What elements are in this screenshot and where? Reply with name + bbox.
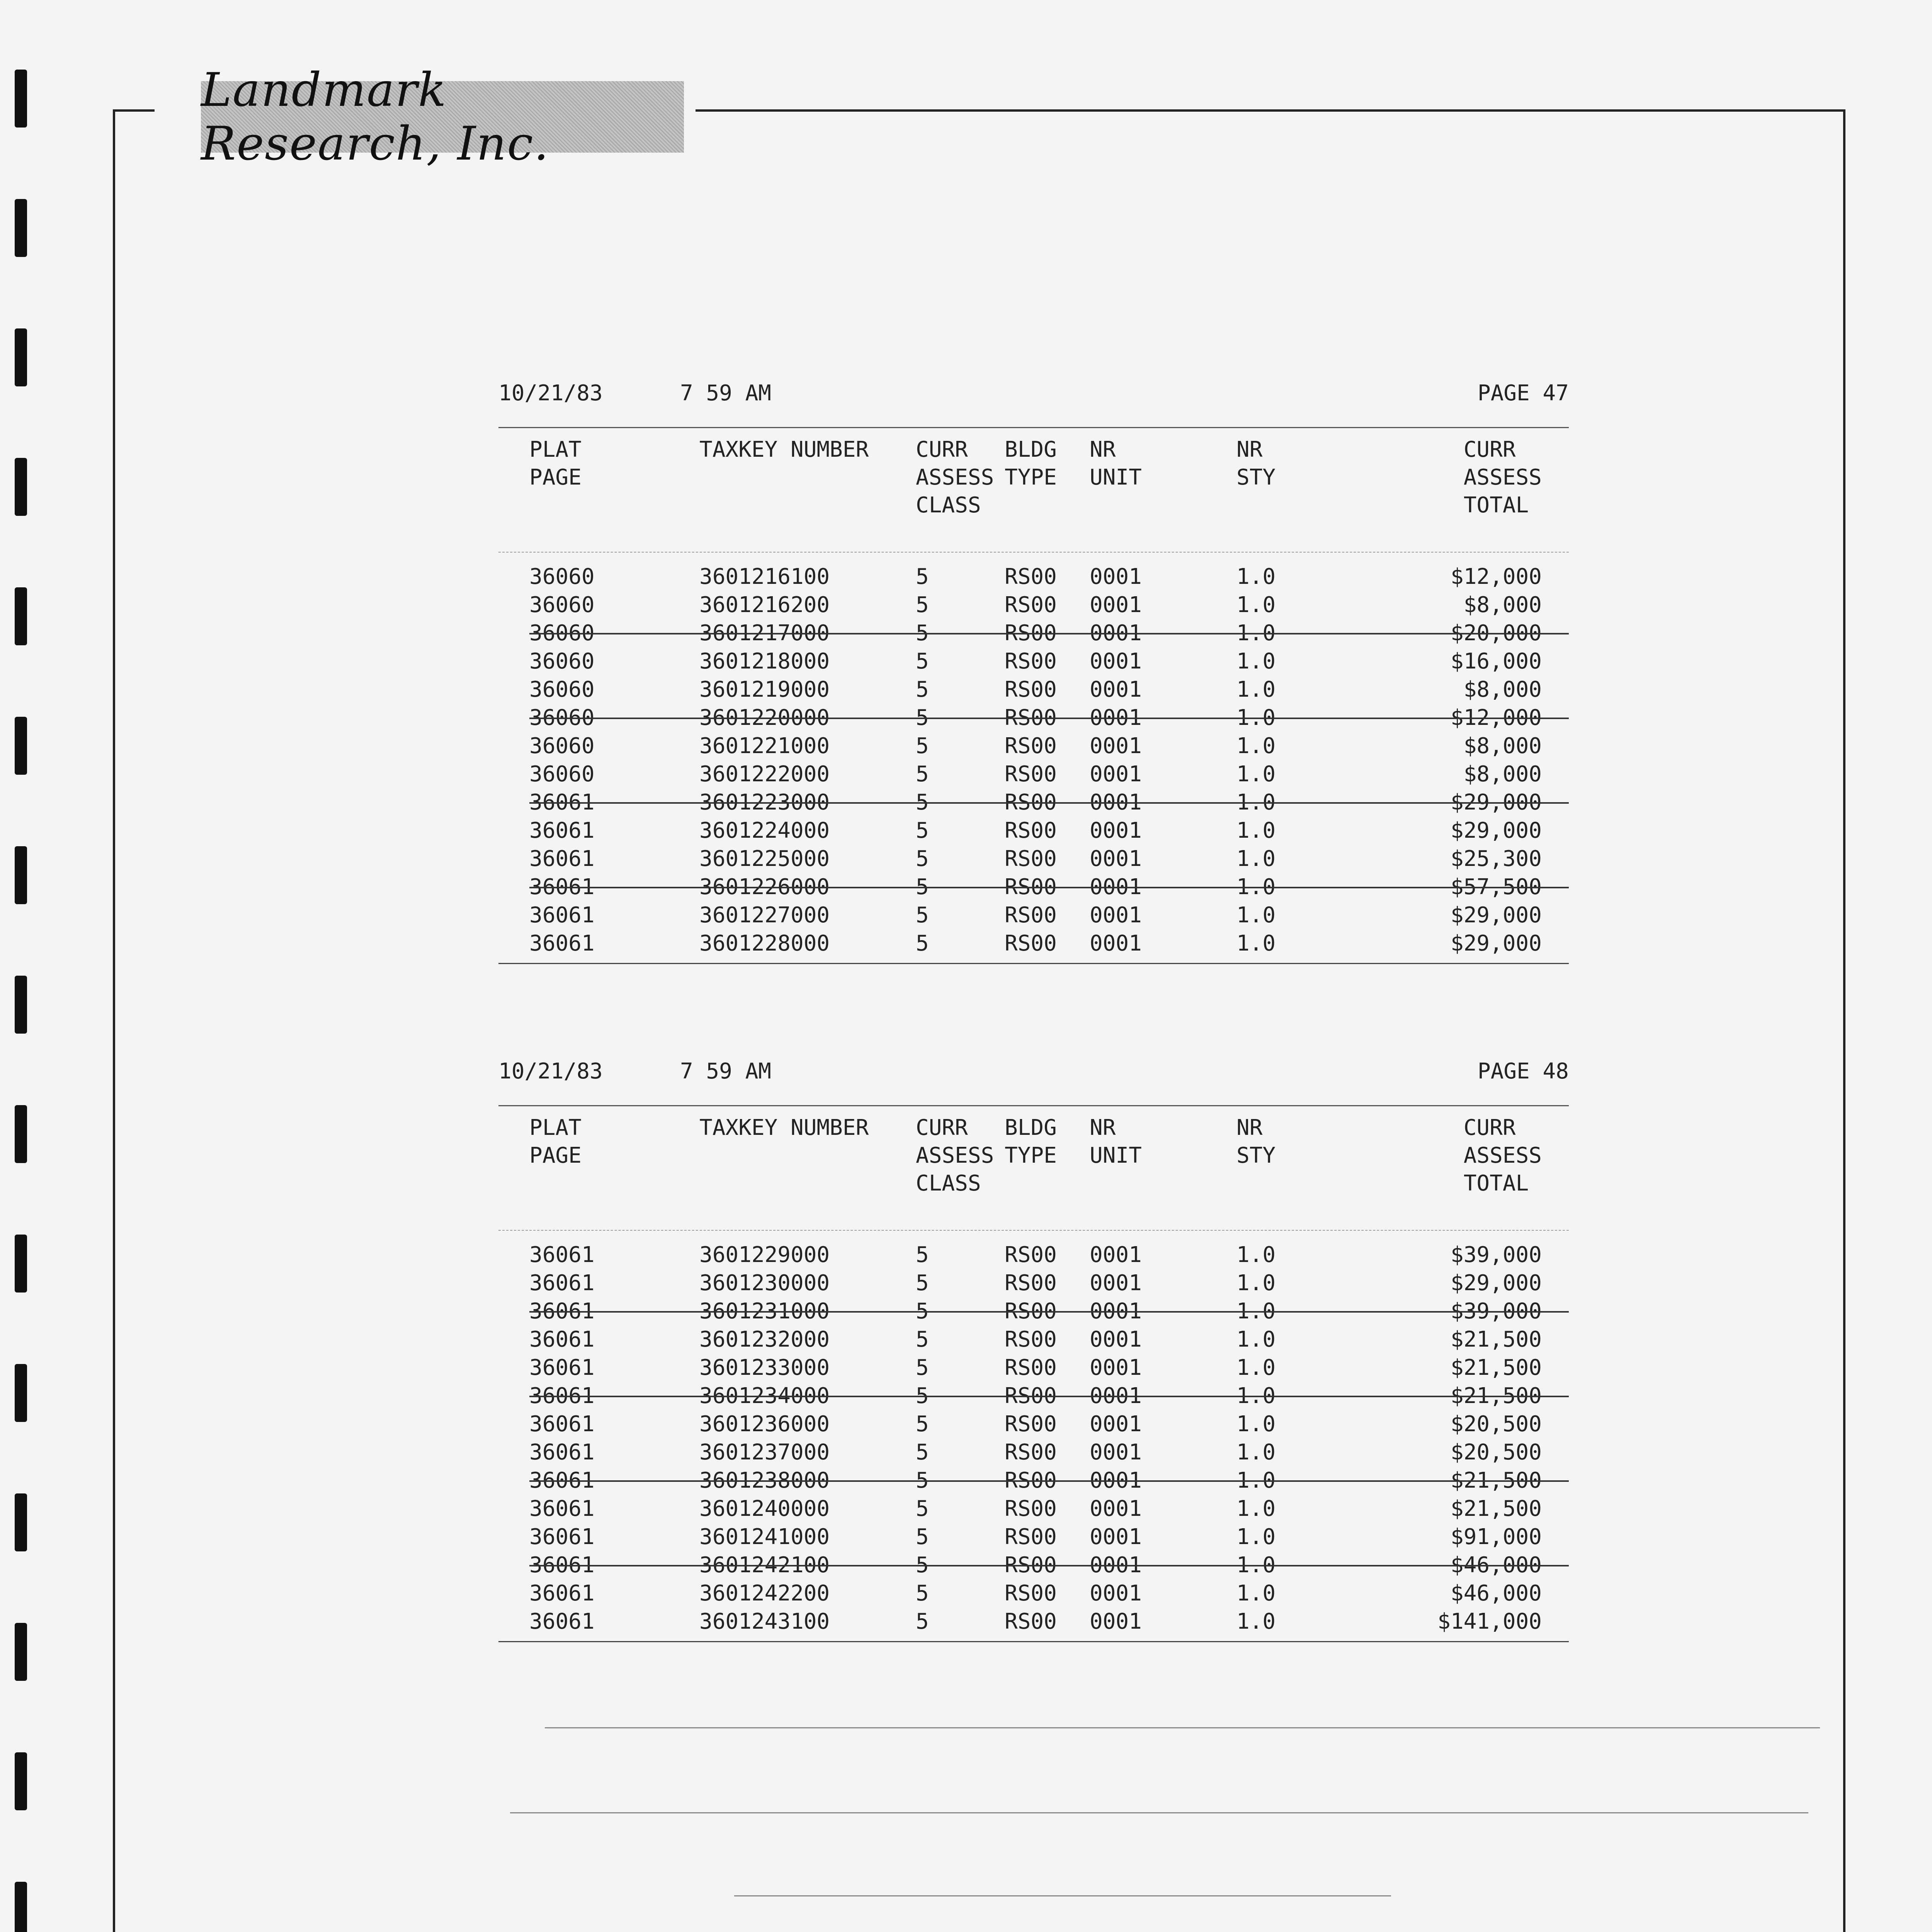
cell-class: 5	[916, 1383, 929, 1408]
cell-sty: 1.0	[1236, 1468, 1276, 1493]
cell-sty: 1.0	[1236, 818, 1276, 843]
cell-sty: 1.0	[1236, 733, 1276, 759]
cell-plat: 36061	[529, 1412, 595, 1437]
data-rows	[498, 1230, 1569, 1642]
cell-plat: 36061	[529, 1355, 595, 1380]
cell-sty: 1.0	[1236, 874, 1276, 900]
cell-class: 5	[916, 1609, 929, 1634]
cell-class: 5	[916, 1299, 929, 1324]
cell-sty: 1.0	[1236, 649, 1276, 674]
cell-class: 5	[916, 874, 929, 900]
column-header: CURR ASSESS TOTAL	[1463, 1115, 1542, 1196]
column-header: NR UNIT	[1090, 1115, 1142, 1168]
cell-plat: 36061	[529, 1609, 595, 1634]
cell-unit: 0001	[1090, 1496, 1142, 1521]
cell-taxkey: 3601233000	[699, 1355, 830, 1380]
cell-taxkey: 3601232000	[699, 1327, 830, 1352]
cell-plat: 36061	[529, 1553, 595, 1578]
cell-total: $21,500	[1450, 1355, 1542, 1380]
cell-sty: 1.0	[1236, 705, 1276, 730]
cell-type: RS00	[1005, 931, 1057, 956]
cell-plat: 36060	[529, 592, 595, 617]
cell-unit: 0001	[1090, 1327, 1142, 1352]
cell-sty: 1.0	[1236, 1270, 1276, 1296]
report-page-1	[498, 381, 1569, 964]
cell-total: $25,300	[1450, 846, 1542, 871]
table-row	[498, 1609, 1569, 1637]
cell-unit: 0001	[1090, 818, 1142, 843]
cell-unit: 0001	[1090, 931, 1142, 956]
cell-sty: 1.0	[1236, 1242, 1276, 1267]
cell-type: RS00	[1005, 1440, 1057, 1465]
data-rows	[498, 552, 1569, 964]
cell-sty: 1.0	[1236, 1383, 1276, 1408]
table-row	[498, 1412, 1569, 1440]
cell-type: RS00	[1005, 1270, 1057, 1296]
cell-plat: 36061	[529, 1468, 595, 1493]
cell-type: RS00	[1005, 846, 1057, 871]
binding-hole	[15, 1623, 27, 1681]
binding-hole	[15, 70, 27, 128]
cell-total: $46,000	[1450, 1553, 1542, 1578]
binding-hole	[15, 1105, 27, 1163]
cell-plat: 36060	[529, 564, 595, 589]
cell-class: 5	[916, 1468, 929, 1493]
cell-total: $21,500	[1450, 1327, 1542, 1352]
cell-total: $12,000	[1450, 705, 1542, 730]
cell-taxkey: 3601218000	[699, 649, 830, 674]
cell-total: $29,000	[1450, 818, 1542, 843]
company-logo	[201, 63, 684, 171]
table-row	[498, 733, 1569, 762]
table-row	[498, 931, 1569, 959]
cell-sty: 1.0	[1236, 1412, 1276, 1437]
cell-type: RS00	[1005, 903, 1057, 928]
cell-plat: 36061	[529, 1242, 595, 1267]
cell-class: 5	[916, 1440, 929, 1465]
cell-type: RS00	[1005, 1524, 1057, 1549]
cell-plat: 36060	[529, 649, 595, 674]
cell-taxkey: 3601221000	[699, 733, 830, 759]
cell-plat: 36061	[529, 818, 595, 843]
cell-total: $46,000	[1450, 1581, 1542, 1606]
table-row	[498, 1440, 1569, 1468]
cell-plat: 36061	[529, 1496, 595, 1521]
cell-taxkey: 3601229000	[699, 1242, 830, 1267]
cell-plat: 36060	[529, 762, 595, 787]
cell-sty: 1.0	[1236, 1355, 1276, 1380]
cell-class: 5	[916, 1553, 929, 1578]
cell-total: $57,500	[1450, 874, 1542, 900]
cell-plat: 36061	[529, 846, 595, 871]
binding-hole	[15, 976, 27, 1034]
cell-taxkey: 3601238000	[699, 1468, 830, 1493]
column-header: TAXKEY NUMBER	[699, 1115, 869, 1140]
cell-total: $29,000	[1450, 931, 1542, 956]
cell-class: 5	[916, 1496, 929, 1521]
table-row	[498, 874, 1569, 903]
cell-unit: 0001	[1090, 733, 1142, 759]
cell-type: RS00	[1005, 1496, 1057, 1521]
report-date: 10/21/83	[498, 1059, 603, 1084]
cell-sty: 1.0	[1236, 762, 1276, 787]
cell-type: RS00	[1005, 621, 1057, 646]
table-row	[498, 621, 1569, 649]
table-row	[498, 790, 1569, 818]
table-row	[498, 1270, 1569, 1299]
cell-plat: 36061	[529, 874, 595, 900]
binding-hole	[15, 846, 27, 904]
binding-holes	[15, 70, 30, 1932]
binding-hole	[15, 1235, 27, 1293]
cell-sty: 1.0	[1236, 1581, 1276, 1606]
cell-taxkey: 3601228000	[699, 931, 830, 956]
cell-class: 5	[916, 762, 929, 787]
cell-total: $20,500	[1450, 1412, 1542, 1437]
cell-unit: 0001	[1090, 649, 1142, 674]
table-row	[498, 903, 1569, 931]
cell-taxkey: 3601226000	[699, 874, 830, 900]
cell-unit: 0001	[1090, 677, 1142, 702]
report-time: 7 59 AM	[680, 1059, 772, 1084]
cell-class: 5	[916, 931, 929, 956]
table-bottom-rule	[498, 1641, 1569, 1642]
cell-taxkey: 3601230000	[699, 1270, 830, 1296]
cell-sty: 1.0	[1236, 1553, 1276, 1578]
cell-plat: 36061	[529, 1440, 595, 1465]
cell-type: RS00	[1005, 649, 1057, 674]
report-header	[498, 1059, 1569, 1090]
cell-type: RS00	[1005, 1468, 1057, 1493]
binding-hole	[15, 587, 27, 645]
report-page-2	[498, 1059, 1569, 1642]
table-row	[498, 1355, 1569, 1383]
cell-class: 5	[916, 649, 929, 674]
cell-type: RS00	[1005, 762, 1057, 787]
report-page-label: PAGE 47	[1477, 381, 1569, 406]
cell-type: RS00	[1005, 564, 1057, 589]
cell-unit: 0001	[1090, 1299, 1142, 1324]
cell-unit: 0001	[1090, 592, 1142, 617]
cell-plat: 36061	[529, 1327, 595, 1352]
cell-total: $20,500	[1450, 1440, 1542, 1465]
cell-sty: 1.0	[1236, 846, 1276, 871]
binding-hole	[15, 199, 27, 257]
cell-unit: 0001	[1090, 1468, 1142, 1493]
cell-plat: 36060	[529, 677, 595, 702]
cell-total: $16,000	[1450, 649, 1542, 674]
cell-total: $8,000	[1463, 733, 1542, 759]
cell-unit: 0001	[1090, 790, 1142, 815]
cell-type: RS00	[1005, 1412, 1057, 1437]
cell-sty: 1.0	[1236, 1524, 1276, 1549]
cell-unit: 0001	[1090, 1412, 1142, 1437]
cell-sty: 1.0	[1236, 931, 1276, 956]
cell-unit: 0001	[1090, 762, 1142, 787]
column-headers	[498, 427, 1569, 536]
table-row	[498, 592, 1569, 621]
cell-class: 5	[916, 1355, 929, 1380]
cell-taxkey: 3601242200	[699, 1581, 830, 1606]
cell-taxkey: 3601216200	[699, 592, 830, 617]
binding-hole	[15, 717, 27, 775]
blank-rule-2	[510, 1812, 1808, 1813]
cell-total: $21,500	[1450, 1468, 1542, 1493]
column-header: NR UNIT	[1090, 437, 1142, 490]
cell-unit: 0001	[1090, 846, 1142, 871]
table-row	[498, 1581, 1569, 1609]
blank-rule-3	[734, 1895, 1391, 1896]
cell-plat: 36061	[529, 790, 595, 815]
cell-class: 5	[916, 903, 929, 928]
column-header: BLDG TYPE	[1005, 437, 1057, 490]
cell-total: $8,000	[1463, 677, 1542, 702]
table-row	[498, 677, 1569, 705]
table-row	[498, 564, 1569, 592]
table-row	[498, 1327, 1569, 1355]
cell-sty: 1.0	[1236, 1299, 1276, 1324]
cell-class: 5	[916, 818, 929, 843]
cell-total: $141,000	[1437, 1609, 1542, 1634]
cell-sty: 1.0	[1236, 1496, 1276, 1521]
cell-sty: 1.0	[1236, 790, 1276, 815]
binding-hole	[15, 328, 27, 386]
cell-total: $39,000	[1450, 1242, 1542, 1267]
binding-hole	[15, 1364, 27, 1422]
cell-taxkey: 3601236000	[699, 1412, 830, 1437]
report-time: 7 59 AM	[680, 381, 772, 406]
cell-plat: 36060	[529, 733, 595, 759]
cell-sty: 1.0	[1236, 621, 1276, 646]
column-header: NR STY	[1236, 437, 1276, 490]
table-row	[498, 649, 1569, 677]
cell-total: $91,000	[1450, 1524, 1542, 1549]
cell-class: 5	[916, 705, 929, 730]
cell-type: RS00	[1005, 733, 1057, 759]
cell-class: 5	[916, 1270, 929, 1296]
cell-unit: 0001	[1090, 1553, 1142, 1578]
cell-total: $8,000	[1463, 762, 1542, 787]
column-header: CURR ASSESS CLASS	[916, 1115, 994, 1196]
cell-total: $39,000	[1450, 1299, 1542, 1324]
cell-sty: 1.0	[1236, 677, 1276, 702]
cell-total: $12,000	[1450, 564, 1542, 589]
cell-unit: 0001	[1090, 1524, 1142, 1549]
cell-taxkey: 3601225000	[699, 846, 830, 871]
cell-plat: 36061	[529, 1270, 595, 1296]
cell-sty: 1.0	[1236, 564, 1276, 589]
cell-class: 5	[916, 1242, 929, 1267]
cell-class: 5	[916, 1581, 929, 1606]
table-row	[498, 1553, 1569, 1581]
cell-total: $29,000	[1450, 790, 1542, 815]
column-header: PLAT PAGE	[529, 1115, 582, 1168]
table-row	[498, 1383, 1569, 1412]
cell-total: $29,000	[1450, 903, 1542, 928]
cell-type: RS00	[1005, 1242, 1057, 1267]
cell-plat: 36060	[529, 705, 595, 730]
cell-unit: 0001	[1090, 705, 1142, 730]
binding-hole	[15, 458, 27, 516]
cell-class: 5	[916, 1524, 929, 1549]
cell-type: RS00	[1005, 1553, 1057, 1578]
column-header: CURR ASSESS TOTAL	[1463, 437, 1542, 518]
cell-total: $21,500	[1450, 1383, 1542, 1408]
cell-unit: 0001	[1090, 1242, 1142, 1267]
table-row	[498, 818, 1569, 846]
cell-taxkey: 3601237000	[699, 1440, 830, 1465]
table-row	[498, 1468, 1569, 1496]
cell-taxkey: 3601217000	[699, 621, 830, 646]
cell-class: 5	[916, 564, 929, 589]
cell-taxkey: 3601240000	[699, 1496, 830, 1521]
cell-unit: 0001	[1090, 874, 1142, 900]
cell-sty: 1.0	[1236, 1327, 1276, 1352]
cell-sty: 1.0	[1236, 1609, 1276, 1634]
binding-hole	[15, 1752, 27, 1810]
table-row	[498, 762, 1569, 790]
table-row	[498, 1524, 1569, 1553]
table-row	[498, 846, 1569, 874]
cell-class: 5	[916, 733, 929, 759]
blank-rule-1	[545, 1727, 1820, 1728]
cell-sty: 1.0	[1236, 592, 1276, 617]
cell-class: 5	[916, 1412, 929, 1437]
cell-total: $29,000	[1450, 1270, 1542, 1296]
cell-plat: 36061	[529, 903, 595, 928]
table-row	[498, 705, 1569, 733]
cell-taxkey: 3601241000	[699, 1524, 830, 1549]
cell-taxkey: 3601227000	[699, 903, 830, 928]
cell-plat: 36060	[529, 621, 595, 646]
cell-type: RS00	[1005, 1383, 1057, 1408]
cell-taxkey: 3601216100	[699, 564, 830, 589]
cell-unit: 0001	[1090, 564, 1142, 589]
cell-type: RS00	[1005, 1355, 1057, 1380]
cell-class: 5	[916, 790, 929, 815]
column-header: NR STY	[1236, 1115, 1276, 1168]
cell-plat: 36061	[529, 1299, 595, 1324]
cell-taxkey: 3601243100	[699, 1609, 830, 1634]
binding-hole	[15, 1493, 27, 1551]
binding-hole	[15, 1882, 27, 1932]
cell-type: RS00	[1005, 1609, 1057, 1634]
cell-plat: 36061	[529, 1524, 595, 1549]
cell-type: RS00	[1005, 677, 1057, 702]
cell-taxkey: 3601223000	[699, 790, 830, 815]
column-header: TAXKEY NUMBER	[699, 437, 869, 462]
cell-plat: 36061	[529, 931, 595, 956]
cell-unit: 0001	[1090, 1270, 1142, 1296]
cell-total: $8,000	[1463, 592, 1542, 617]
report-page-label: PAGE 48	[1477, 1059, 1569, 1084]
cell-type: RS00	[1005, 1581, 1057, 1606]
cell-unit: 0001	[1090, 1581, 1142, 1606]
cell-unit: 0001	[1090, 1609, 1142, 1634]
cell-taxkey: 3601231000	[699, 1299, 830, 1324]
cell-sty: 1.0	[1236, 903, 1276, 928]
column-header: BLDG TYPE	[1005, 1115, 1057, 1168]
table-row	[498, 1299, 1569, 1327]
cell-type: RS00	[1005, 790, 1057, 815]
cell-class: 5	[916, 592, 929, 617]
cell-type: RS00	[1005, 1299, 1057, 1324]
table-bottom-rule	[498, 963, 1569, 964]
table-row	[498, 1496, 1569, 1524]
cell-type: RS00	[1005, 874, 1057, 900]
cell-sty: 1.0	[1236, 1440, 1276, 1465]
cell-taxkey: 3601242100	[699, 1553, 830, 1578]
column-header: CURR ASSESS CLASS	[916, 437, 994, 518]
column-headers	[498, 1105, 1569, 1214]
cell-class: 5	[916, 1327, 929, 1352]
cell-class: 5	[916, 621, 929, 646]
cell-plat: 36061	[529, 1581, 595, 1606]
report-date: 10/21/83	[498, 381, 603, 406]
cell-class: 5	[916, 677, 929, 702]
cell-type: RS00	[1005, 818, 1057, 843]
cell-total: $20,000	[1450, 621, 1542, 646]
cell-type: RS00	[1005, 1327, 1057, 1352]
cell-taxkey: 3601234000	[699, 1383, 830, 1408]
cell-type: RS00	[1005, 592, 1057, 617]
cell-taxkey: 3601220000	[699, 705, 830, 730]
logo-text: Landmark Research, Inc.	[201, 63, 549, 171]
cell-unit: 0001	[1090, 1383, 1142, 1408]
cell-plat: 36061	[529, 1383, 595, 1408]
report-header	[498, 381, 1569, 412]
cell-total: $21,500	[1450, 1496, 1542, 1521]
cell-unit: 0001	[1090, 1440, 1142, 1465]
cell-unit: 0001	[1090, 903, 1142, 928]
table-row	[498, 1242, 1569, 1270]
cell-taxkey: 3601222000	[699, 762, 830, 787]
cell-taxkey: 3601219000	[699, 677, 830, 702]
cell-type: RS00	[1005, 705, 1057, 730]
cell-class: 5	[916, 846, 929, 871]
cell-taxkey: 3601224000	[699, 818, 830, 843]
cell-unit: 0001	[1090, 1355, 1142, 1380]
column-header: PLAT PAGE	[529, 437, 582, 490]
cell-unit: 0001	[1090, 621, 1142, 646]
